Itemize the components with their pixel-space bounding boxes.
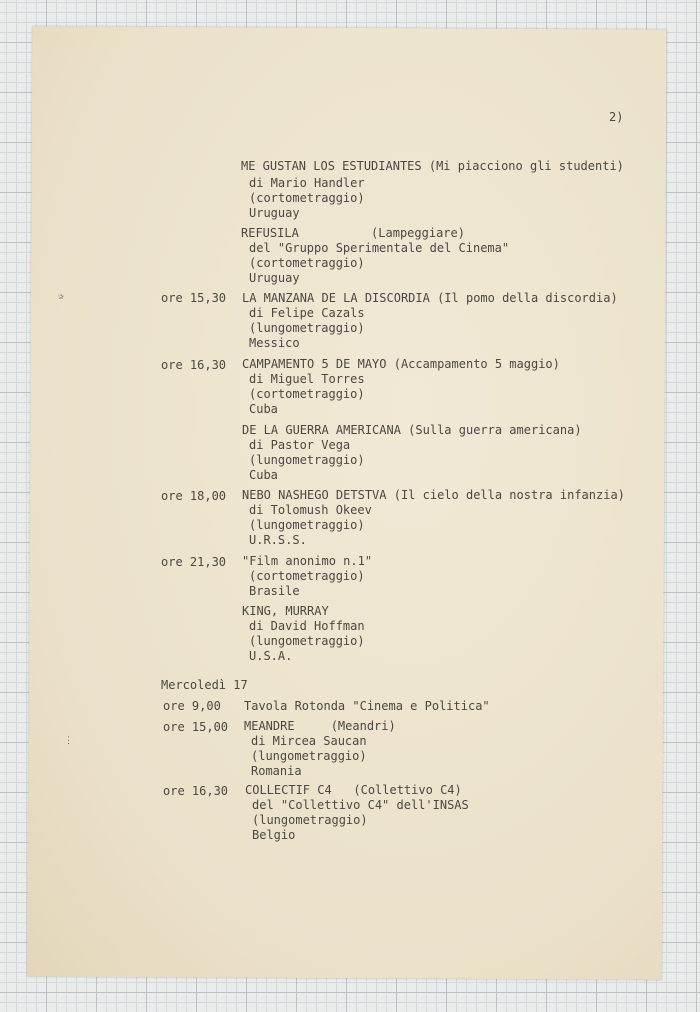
film-title: REFUSILA (Lampeggiare) (241, 226, 465, 240)
film-format: (cortometraggio) (249, 191, 365, 205)
film-title: ME GUSTAN LOS ESTUDIANTES (Mi piacciono gli studenti) (241, 159, 624, 173)
margin-mark: ⋮ (64, 736, 73, 746)
film-title: LA MANZANA DE LA DISCORDIA (Il pomo della discordia) (242, 291, 618, 305)
film-director: di Felipe Cazals (249, 306, 365, 320)
film-director: del "Gruppo Sperimentale del Cinema" (249, 241, 510, 255)
film-title: MEANDRE (Meandri) (244, 719, 396, 733)
film-country: Cuba (249, 468, 278, 482)
film-country: Belgio (252, 828, 296, 842)
film-country: Cuba (249, 402, 278, 416)
screening-time: ore 16,30 (163, 784, 229, 798)
screening-time: ore 15,30 (161, 291, 227, 305)
screening-time: ore 18,00 (161, 489, 227, 503)
film-director: di Tolomush Okeev (249, 503, 372, 517)
film-country: Messico (249, 336, 300, 350)
film-format: (cortometraggio) (249, 256, 365, 270)
day-heading: Mercoledì 17 (161, 678, 248, 692)
film-title: "Film anonimo n.1" (242, 554, 373, 568)
film-director: di Miguel Torres (249, 372, 365, 386)
film-format: (cortometraggio) (249, 569, 365, 583)
film-country: U.S.A. (249, 649, 293, 663)
film-director: di Mario Handler (249, 176, 365, 190)
screening-time: ore 21,30 (161, 555, 227, 569)
margin-mark: ✰ (58, 291, 65, 302)
film-title: NEBO NASHEGO DETSTVA (Il cielo della nostra infanzia) (242, 488, 625, 502)
screening-time: ore 9,00 (163, 699, 221, 713)
page-number: 2) (609, 110, 624, 124)
film-format: (lungometraggio) (251, 749, 367, 763)
film-country: Uruguay (249, 271, 300, 285)
screening-time: ore 15,00 (163, 720, 229, 734)
film-country: Uruguay (249, 206, 300, 220)
event-title: Tavola Rotonda "Cinema e Politica" (244, 699, 490, 713)
film-format: (lungometraggio) (249, 453, 365, 467)
film-format: (lungometraggio) (249, 634, 365, 648)
film-country: Brasile (249, 584, 300, 598)
film-format: (lungometraggio) (249, 518, 365, 532)
film-director: di David Hoffman (249, 619, 365, 633)
film-director: del "Collettivo C4" dell'INSAS (252, 798, 469, 812)
film-format: (lungometraggio) (252, 813, 368, 827)
film-title: KING, MURRAY (242, 604, 329, 618)
film-format: (lungometraggio) (249, 321, 365, 335)
film-director: di Mircea Saucan (251, 734, 367, 748)
film-director: di Pastor Vega (249, 438, 351, 452)
film-title: CAMPAMENTO 5 DE MAYO (Accampamento 5 maggio) (242, 357, 560, 371)
screening-time: ore 16,30 (161, 358, 227, 372)
film-title: DE LA GUERRA AMERICANA (Sulla guerra americana) (242, 423, 582, 437)
film-country: Romania (251, 764, 302, 778)
film-title: COLLECTIF C4 (Collettivo C4) (245, 783, 462, 797)
film-format: (cortometraggio) (249, 387, 365, 401)
film-country: U.R.S.S. (249, 533, 307, 547)
